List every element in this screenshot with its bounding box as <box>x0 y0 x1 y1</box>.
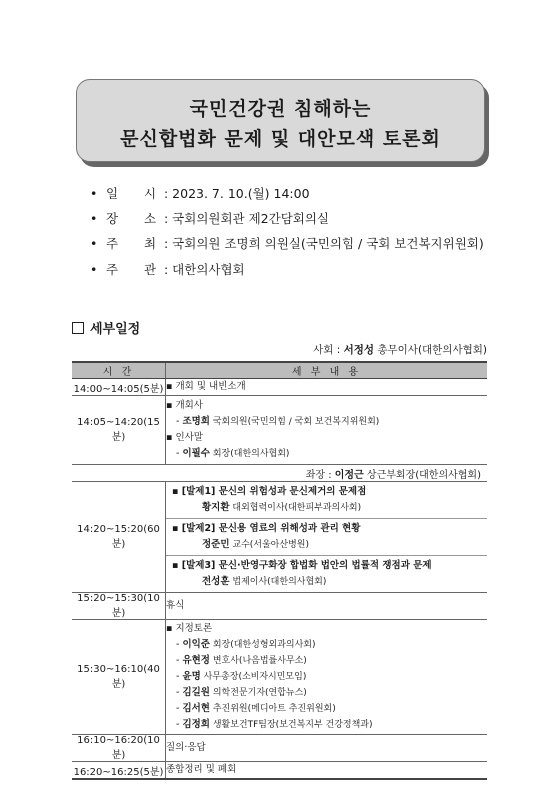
title-box <box>76 79 485 162</box>
info-organizer: • 주 관 : 대한의사협회 <box>90 262 245 277</box>
info-date: • 일 시 : 2023. 7. 10.(월) 14:00 <box>90 186 310 201</box>
chair-row: 좌장 : 이정근 상근부회장(대한의사협회) <box>72 465 487 482</box>
table-row: 14:20~15:20(60분) ▪ [발제1] 문신의 위험성과 문신제거의 문제점 황지환 대외협력이사(대한피부과의사회) ▪ [발제2] 문신용 염료의 위해성과 관리 현황 정준민 교수(서울아산병원) ▪ [발제3] 문신·반영구화장 합법화 법안의 법률적 쟁점과 문제 전성훈 법제이사(대한의사협회) <box>72 482 487 593</box>
info-host-value: 국회의원 조명희 의원실(국민의힘 / 국회 보건복지위원회) <box>172 236 484 251</box>
schedule-table <box>72 361 487 780</box>
info-host: • 주 최 : 국회의원 조명희 의원실(국민의힘 / 국회 보건복지위원회) <box>90 236 484 251</box>
table-row: 15:30~16:10(40분) ▪ 지정토론 - 이익준 회장(대한성형외과의사회) - 유현정 변호사(나음법률사무소) - 윤명 사무총장(소비자시민모임) - 김길원 의학전문기자(연합뉴스) - 김서현 추진위원(메디아트 추진위원회) - 김정희 생활보건TF팀장(보건복지부 건강정책과) <box>72 620 487 735</box>
info-organizer-value: 대한의사협회 <box>172 262 245 277</box>
table-row: 16:10~16:20(10분) 질의·응답 <box>72 735 487 762</box>
info-place: • 장 소 : 국회의원회관 제2간담회의실 <box>90 211 329 226</box>
section-title: 세부일정 <box>72 318 140 337</box>
title-line-2: 문신합법화 문제 및 대안모색 토론회 <box>120 128 441 150</box>
moderator-line: 사회 : 서정성 총무이사(대한의사협회) <box>313 344 487 356</box>
title-line-1: 국민건강권 침해하는 <box>189 98 372 120</box>
info-place-value: 국회의원회관 제2간담회의실 <box>172 211 329 226</box>
header-content: 세 부 내 용 <box>166 362 488 379</box>
table-row: 14:05~14:20(15분) ▪ 개회사 - 조명희 국회의원(국민의힘 / 국회 보건복지위원회) ▪ 인사말 - 이필수 회장(대한의사협회) <box>72 396 487 465</box>
info-date-value: 2023. 7. 10.(월) 14:00 <box>172 186 310 201</box>
header-time: 시 간 <box>72 362 166 379</box>
table-row: 15:20~15:30(10분) 휴식 <box>72 593 487 620</box>
table-row: 14:00~14:05(5분) ▪ 개회 및 내빈소개 <box>72 379 487 396</box>
table-row: 16:20~16:25(5분) 종합정리 및 폐회 <box>72 762 487 780</box>
checkbox-square-icon <box>72 322 84 334</box>
